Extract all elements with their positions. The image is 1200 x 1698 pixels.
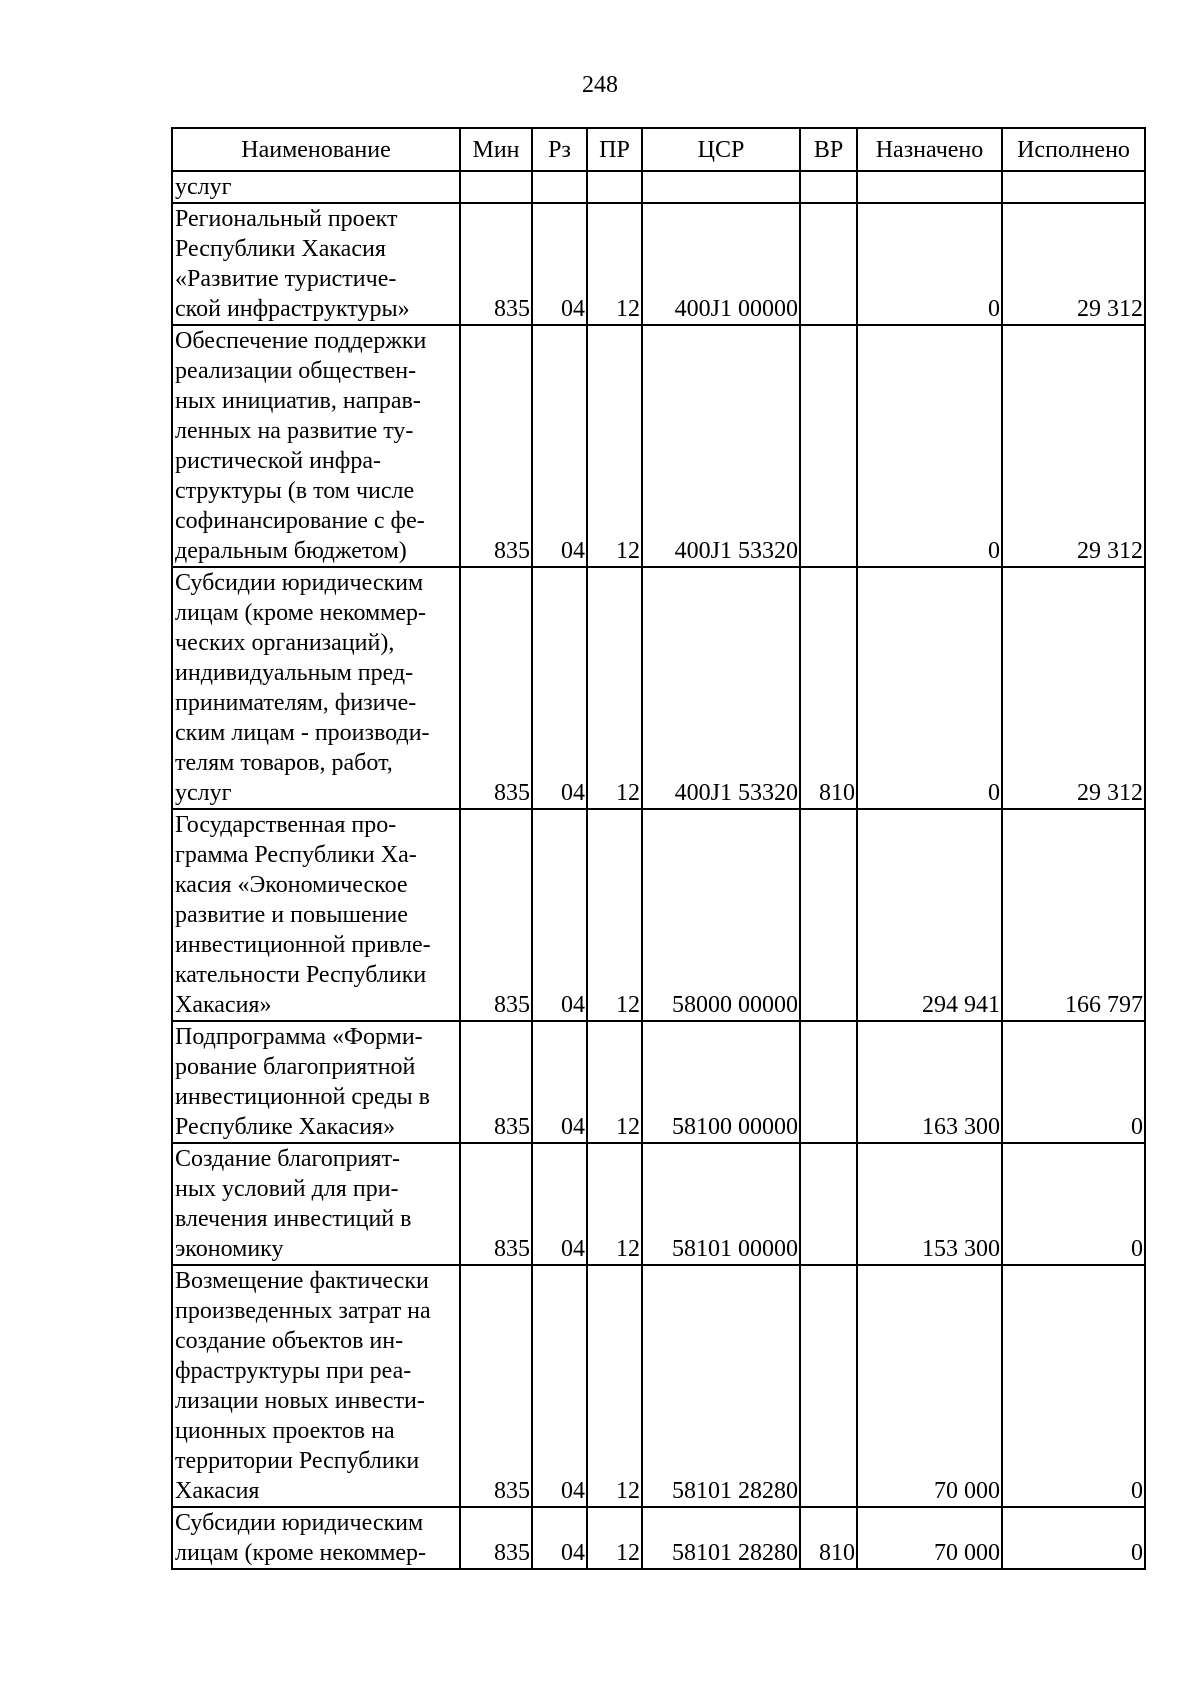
table-row xyxy=(172,171,1145,203)
cell-executed: 0 xyxy=(1002,1143,1145,1265)
cell-pr: 12 xyxy=(587,1265,642,1507)
table-body xyxy=(172,171,1145,1569)
cell-csr: 400J1 00000 xyxy=(642,203,800,325)
cell-assigned: 0 xyxy=(857,325,1002,567)
cell-pr xyxy=(587,171,642,203)
cell-csr xyxy=(642,171,800,203)
table-row xyxy=(172,1021,1145,1143)
header-executed: Исполнено xyxy=(1002,128,1145,171)
cell-vr: 810 xyxy=(800,567,857,809)
cell-pr: 12 xyxy=(587,1143,642,1265)
cell-pr: 12 xyxy=(587,1507,642,1569)
cell-vr: 810 xyxy=(800,1507,857,1569)
table-row xyxy=(172,1507,1145,1569)
cell-name: Государственная про- грамма Республики Ха- касия «Экономическое развитие и повышение инвестиционной привле- кательности Республики Хакасия» xyxy=(172,809,460,1021)
cell-min: 835 xyxy=(460,325,532,567)
cell-executed xyxy=(1002,171,1145,203)
cell-name: Создание благоприят- ных условий для при- влечения инвестиций в экономику xyxy=(172,1143,460,1265)
cell-min: 835 xyxy=(460,567,532,809)
cell-pr: 12 xyxy=(587,809,642,1021)
table-row xyxy=(172,203,1145,325)
cell-csr: 58000 00000 xyxy=(642,809,800,1021)
cell-name: Возмещение фактически произведенных затрат на создание объектов ин- фраструктуры при реа- лизации новых инвести- ционных проектов на территории Республики Хакасия xyxy=(172,1265,460,1507)
cell-rz: 04 xyxy=(532,1265,587,1507)
header-csr: ЦСР xyxy=(642,128,800,171)
table-row xyxy=(172,1143,1145,1265)
cell-assigned: 0 xyxy=(857,203,1002,325)
cell-name: Обеспечение поддержки реализации обществен- ных инициатив, направ- ленных на развитие ту- ристической инфра- структуры (в том числе софинансирование с фе- деральным бюджетом) xyxy=(172,325,460,567)
cell-min: 835 xyxy=(460,1143,532,1265)
header-pr: ПР xyxy=(587,128,642,171)
cell-min: 835 xyxy=(460,1265,532,1507)
cell-executed: 166 797 xyxy=(1002,809,1145,1021)
cell-csr: 58100 00000 xyxy=(642,1021,800,1143)
table-row xyxy=(172,325,1145,567)
cell-name: Региональный проект Республики Хакасия «Развитие туристиче- ской инфраструктуры» xyxy=(172,203,460,325)
cell-min: 835 xyxy=(460,1021,532,1143)
cell-assigned: 70 000 xyxy=(857,1507,1002,1569)
cell-vr xyxy=(800,1143,857,1265)
cell-pr: 12 xyxy=(587,325,642,567)
cell-csr: 58101 00000 xyxy=(642,1143,800,1265)
cell-pr: 12 xyxy=(587,567,642,809)
cell-name: Подпрограмма «Форми- рование благоприятной инвестиционной среды в Республике Хакасия» xyxy=(172,1021,460,1143)
cell-rz: 04 xyxy=(532,1021,587,1143)
cell-rz: 04 xyxy=(532,1507,587,1569)
cell-assigned: 153 300 xyxy=(857,1143,1002,1265)
cell-vr xyxy=(800,1021,857,1143)
cell-assigned xyxy=(857,171,1002,203)
cell-assigned: 70 000 xyxy=(857,1265,1002,1507)
budget-table xyxy=(171,127,1146,1570)
cell-min: 835 xyxy=(460,809,532,1021)
cell-rz: 04 xyxy=(532,809,587,1021)
cell-name: услуг xyxy=(172,171,460,203)
header-name: Наименование xyxy=(172,128,460,171)
cell-executed: 0 xyxy=(1002,1265,1145,1507)
cell-assigned: 0 xyxy=(857,567,1002,809)
header-rz: Рз xyxy=(532,128,587,171)
cell-name: Субсидии юридическим лицам (кроме некоммер- ческих организаций), индивидуальным пред- принимателям, физиче- ским лицам - производи- телям товаров, работ, услуг xyxy=(172,567,460,809)
table-header-row xyxy=(172,128,1145,171)
cell-min: 835 xyxy=(460,203,532,325)
cell-vr xyxy=(800,1265,857,1507)
table-row xyxy=(172,809,1145,1021)
cell-executed: 29 312 xyxy=(1002,567,1145,809)
cell-assigned: 294 941 xyxy=(857,809,1002,1021)
cell-name: Субсидии юридическим лицам (кроме некоммер- xyxy=(172,1507,460,1569)
cell-rz: 04 xyxy=(532,1143,587,1265)
table-row xyxy=(172,1265,1145,1507)
cell-executed: 0 xyxy=(1002,1507,1145,1569)
cell-rz: 04 xyxy=(532,567,587,809)
cell-executed: 0 xyxy=(1002,1021,1145,1143)
cell-executed: 29 312 xyxy=(1002,203,1145,325)
header-vr: ВР xyxy=(800,128,857,171)
cell-vr xyxy=(800,809,857,1021)
cell-rz: 04 xyxy=(532,203,587,325)
header-min: Мин xyxy=(460,128,532,171)
page-number: 248 xyxy=(582,72,618,98)
table-row xyxy=(172,567,1145,809)
cell-csr: 400J1 53320 xyxy=(642,325,800,567)
cell-vr xyxy=(800,171,857,203)
header-assigned: Назначено xyxy=(857,128,1002,171)
cell-rz: 04 xyxy=(532,325,587,567)
cell-vr xyxy=(800,203,857,325)
cell-rz xyxy=(532,171,587,203)
cell-csr: 58101 28280 xyxy=(642,1507,800,1569)
cell-pr: 12 xyxy=(587,1021,642,1143)
cell-pr: 12 xyxy=(587,203,642,325)
cell-assigned: 163 300 xyxy=(857,1021,1002,1143)
cell-executed: 29 312 xyxy=(1002,325,1145,567)
cell-min: 835 xyxy=(460,1507,532,1569)
cell-csr: 400J1 53320 xyxy=(642,567,800,809)
cell-csr: 58101 28280 xyxy=(642,1265,800,1507)
cell-vr xyxy=(800,325,857,567)
cell-min xyxy=(460,171,532,203)
